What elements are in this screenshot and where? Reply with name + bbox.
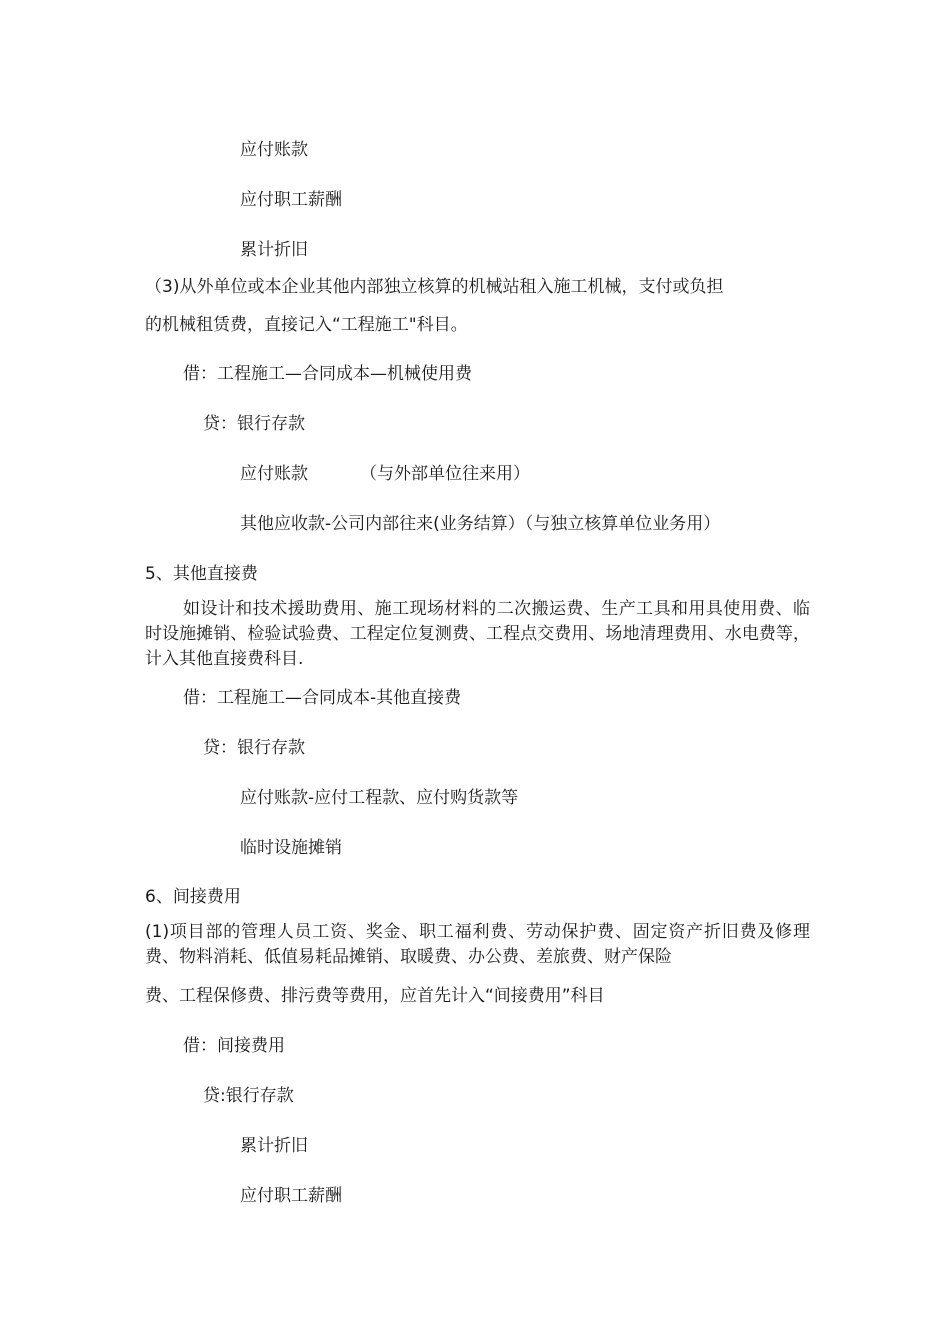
entry-line: 临时设施摊销 bbox=[240, 838, 342, 858]
entry-line: 累计折旧 bbox=[240, 1136, 308, 1156]
entry-line: 其他应收款-公司内部往来(业务结算）（与独立核算单位业务用） bbox=[240, 514, 721, 534]
section-heading: 6、间接费用 bbox=[145, 887, 241, 907]
paragraph: 如设计和技术援助费用、施工现场材料的二次搬运费、生产工具和用具使用费、临时设施摊销、检验试验费、工程定位复测费、工程点交费用、场地清理费用、水电费等，计入其他直接费科目. bbox=[145, 599, 810, 669]
entry-line: 累计折旧 bbox=[240, 240, 308, 260]
debit-line: 借：工程施工—合同成本-其他直接费 bbox=[183, 688, 462, 708]
debit-line: 借：间接费用 bbox=[183, 1036, 285, 1056]
entry-line: 应付账款-应付工程款、应付购货款等 bbox=[240, 788, 519, 808]
paragraph-line: 的机械租赁费，直接记入“工程施工"科目。 bbox=[145, 315, 468, 335]
credit-line: 贷:银行存款 bbox=[203, 1086, 294, 1106]
entry-line: 应付账款 bbox=[240, 464, 308, 484]
paragraph-line: （3)从外单位或本企业其他内部独立核算的机械站租入施工机械，支付或负担 bbox=[145, 277, 724, 297]
entry-line: 应付职工薪酬 bbox=[240, 190, 342, 210]
section-heading: 5、其他直接费 bbox=[145, 564, 258, 584]
entry-line: 应付职工薪酬 bbox=[240, 1186, 342, 1206]
credit-line: 贷：银行存款 bbox=[203, 414, 305, 434]
debit-line: 借：工程施工—合同成本—机械使用费 bbox=[183, 364, 472, 384]
entry-line: 应付账款 bbox=[240, 140, 308, 160]
entry-note: （与外部单位往来用） bbox=[360, 464, 530, 484]
paragraph: (1)项目部的管理人员工资、奖金、职工福利费、劳动保护费、固定资产折旧费及修理费、物料消耗、低值易耗品摊销、取暖费、办公费、差旅费、财产保险 bbox=[145, 922, 810, 967]
credit-line: 贷：银行存款 bbox=[203, 738, 305, 758]
paragraph-line: 费、工程保修费、排污费等费用，应首先计入“间接费用”科目 bbox=[145, 986, 605, 1006]
